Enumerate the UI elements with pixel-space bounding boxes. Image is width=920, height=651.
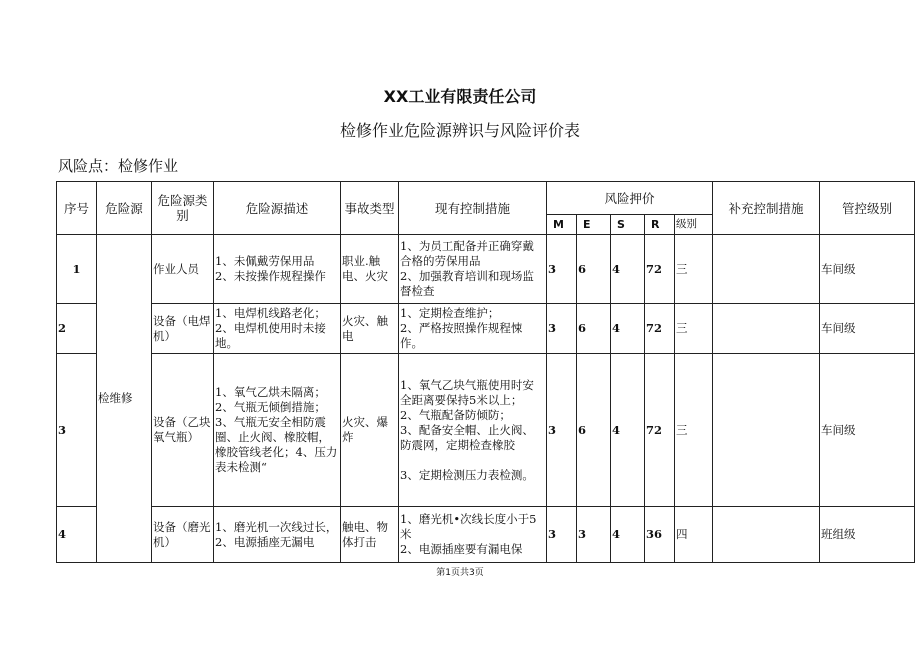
row-r: 36 — [645, 507, 675, 563]
row-m: 3 — [547, 354, 577, 507]
row-measures: 1、定期检查维护； 2、严格按照操作规程悚作。 — [399, 304, 547, 354]
risk-point-label: 风险点：检修作业 — [58, 157, 179, 175]
row-description: 1、未佩戴劳保用品 2、未按操作规程操作 — [214, 235, 341, 304]
row-accident: 火灾、爆炸 — [341, 354, 399, 507]
row-supplement — [713, 235, 820, 304]
row-description: 1、电焊机线路老化；2、电焊机使用时未接地。 — [214, 304, 341, 354]
header-level: 级别 — [675, 215, 713, 235]
row-category: 设备（电焊机） — [152, 304, 214, 354]
header-e: E — [577, 215, 611, 235]
header-accident: 事故类型 — [341, 182, 399, 235]
header-description: 危险源描述 — [214, 182, 341, 235]
row-r: 72 — [645, 304, 675, 354]
row-e: 6 — [577, 304, 611, 354]
row-seq: 1 — [57, 235, 97, 304]
header-source: 危险源 — [97, 182, 152, 235]
table-row — [57, 507, 915, 563]
row-s: 4 — [611, 304, 645, 354]
row-m: 3 — [547, 304, 577, 354]
row-e: 6 — [577, 354, 611, 507]
row-measures: 1、氧气乙块气瓶使用时安全距离要保持5米以上； 2、气瓶配备防倾防； 3、配备安全帽、止火阀、防震网，定期检查橡胶 3、定期检测压力表检测。 — [399, 354, 547, 507]
header-supplement: 补充控制措施 — [713, 182, 820, 235]
row-e: 3 — [577, 507, 611, 563]
source-merged: 检维修 — [97, 235, 152, 563]
header-row — [57, 182, 915, 215]
header-m: M — [547, 215, 577, 235]
header-category: 危险源类别 — [152, 182, 214, 235]
row-description: 1、氧气乙烘未隔离；2、气瓶无倾倒措施；3、气瓶无安全相防震圈、止火阀、橡胶帽，橡胶管线老化；4、压力表未检测“ — [214, 354, 341, 507]
row-control-level: 车间级 — [820, 235, 915, 304]
row-accident: 火灾、触电 — [341, 304, 399, 354]
row-control-level: 车间级 — [820, 304, 915, 354]
table-row — [57, 354, 915, 507]
row-measures: 1、为员工配备并正确穿戴合格的劳保用品 2、加强教育培训和现场监督检查 — [399, 235, 547, 304]
table-row — [57, 304, 915, 354]
header-risk-eval: 风险押价 — [547, 182, 713, 215]
row-s: 4 — [611, 507, 645, 563]
row-category: 设备（乙块氧气瓶） — [152, 354, 214, 507]
row-category: 作业人员 — [152, 235, 214, 304]
header-control-level: 管控级别 — [820, 182, 915, 235]
row-level: 四 — [675, 507, 713, 563]
row-seq: 3 — [57, 354, 97, 507]
header-seq: 序号 — [57, 182, 97, 235]
header-s: S — [611, 215, 645, 235]
row-s: 4 — [611, 354, 645, 507]
row-m: 3 — [547, 507, 577, 563]
row-r: 72 — [645, 354, 675, 507]
row-control-level: 班组级 — [820, 507, 915, 563]
row-description: 1、磨光机一次线过长， 2、电源插座无漏电 — [214, 507, 341, 563]
row-accident: 触电、物体打击 — [341, 507, 399, 563]
row-control-level: 车间级 — [820, 354, 915, 507]
row-seq: 4 — [57, 507, 97, 563]
row-accident: 职业.触电、火灾 — [341, 235, 399, 304]
row-level: 三 — [675, 304, 713, 354]
company-name: XX工业有限责任公司 — [383, 87, 537, 106]
row-s: 4 — [611, 235, 645, 304]
row-measures: 1、磨光机•次线长度小于5米 2、电源插座要有漏电保 — [399, 507, 547, 563]
risk-assessment-table — [56, 181, 915, 563]
row-supplement — [713, 507, 820, 563]
document-title: 检修作业危险源辨识与风险评价表 — [339, 121, 580, 140]
header-measures: 现有控制措施 — [399, 182, 547, 235]
row-level: 三 — [675, 235, 713, 304]
row-m: 3 — [547, 235, 577, 304]
table-row — [57, 235, 915, 304]
page-footer: 第1页共3页 — [436, 568, 484, 578]
row-seq: 2 — [57, 304, 97, 354]
row-r: 72 — [645, 235, 675, 304]
row-category: 设备（磨光机） — [152, 507, 214, 563]
row-e: 6 — [577, 235, 611, 304]
row-level: 三 — [675, 354, 713, 507]
row-supplement — [713, 354, 820, 507]
header-r: R — [645, 215, 675, 235]
row-supplement — [713, 304, 820, 354]
